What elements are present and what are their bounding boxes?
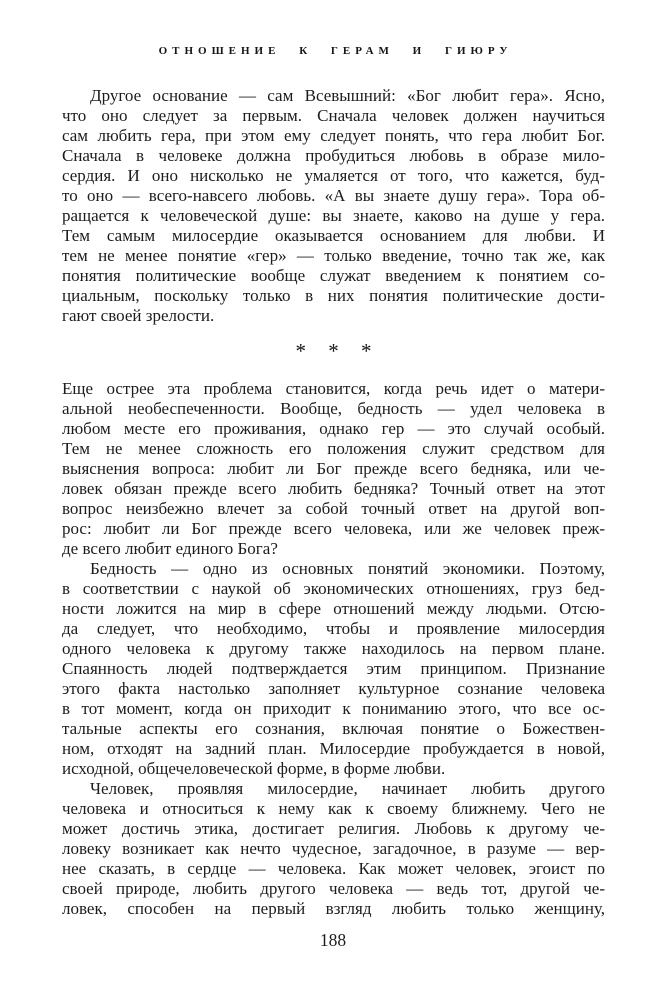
text-line: ности ложится на мир в сфере отношений между людьми. Отсю- [62,599,605,618]
text-line: Другое основание — сам Всевышний: «Бог любит гера». Ясно, [90,86,605,105]
text-line: то оно — всего-навсего любовь. «А вы знаете душу гера». Тора об- [62,186,605,205]
text-line: да следует, что необходимо, чтобы и проявление милосердия [62,619,605,638]
text-line: циальным, поскольку только в них понятия политические дости- [62,286,605,305]
text-line: человека и относиться к нему как к своему ближнему. Чего не [62,799,605,818]
text-line: ном, отходят на задний план. Милосердие пробуждается в новой, [62,739,605,758]
text-line: в соответствии с наукой об экономических отношениях, груз бед- [62,579,605,598]
text-line: тем не менее понятие «гер» — только введение, точно так же, как [62,246,605,265]
text-line: Бедность — одно из основных понятий экономики. Поэтому, [90,559,605,578]
text-line: что оно следует за первым. Сначала человек должен научиться [62,106,605,125]
text-line: Еще острее эта проблема становится, когда речь идет о матери- [62,379,605,398]
text-line: любом месте его проживания, однако гер — это случай особый. [62,419,605,438]
text-line: сам любить гера, при этом ему следует понять, что гера любит Бог. [62,126,605,145]
text-line: вопрос неизбежно влечет за собой точный ответ на другой воп- [62,499,605,518]
body-text [62,86,605,919]
text-line: ловек, способен на первый взгляд любить только женщину, [62,899,605,918]
page-number: 188 [319,930,347,950]
text-line: Тем самым милосердие оказывается основанием для любви. И [62,226,605,245]
text-line: в тот момент, когда он приходит к пониманию этого, что все ос- [62,699,605,718]
text-line: сердия. И оно нисколько не умаляется от того, что кажется, буд- [62,166,605,185]
text-line: исходной, общечеловеческой форме, в форме любви. [62,759,446,778]
text-line: нее сказать, в сердце — человека. Как может человек, эгоист по [62,859,605,878]
text-line: гают своей зрелости. [62,306,215,325]
text-line: своей природе, любить другого человека — ведь тот, другой че- [62,879,605,898]
text-line: Сначала в человеке должна пробудиться любовь в образе мило- [62,146,605,165]
text-line: рос: любит ли Бог прежде всего человека, или же человек преж- [62,519,605,538]
text-line: альной необеспеченности. Вообще, бедность — удел человека в [62,399,605,418]
text-line: ловек обязан прежде всего любить бедняка? Точный ответ на этот [62,479,605,498]
text-line: этого факта настолько заполняет культурное сознание человека [62,679,605,698]
text-line: может достичь этика, достигает религия. Любовь к другому че- [62,819,605,838]
text-line: Человек, проявляя милосердие, начинает любить другого [90,779,605,798]
text-line: выяснения вопроса: любит ли Бог прежде всего бедняка, или че- [62,459,605,478]
text-line: ращается к человеческой душе: вы знаете, каково на душе у гера. [62,206,605,225]
text-line: Спаянность людей подтверждается этим принципом. Признание [62,659,605,678]
text-line: понятия политические вообще служат введением к понятием со- [62,266,605,285]
text-line: одного человека к другому также находилось на первом плане. [62,639,605,658]
text-line: тальные аспекты его сознания, включая понятие о Божествен- [62,719,605,738]
text-line: Тем не менее сложность его положения служит средством для [62,439,605,458]
section-separator: * * * [295,339,372,363]
text-line: ловеку возникает как нечто чудесное, загадочное, в разуме — вер- [62,839,605,858]
running-header: ОТНОШЕНИЕ К ГЕРАМ И ГИЮРУ [158,45,513,57]
text-line: де всего любит единого Бога? [62,539,278,558]
